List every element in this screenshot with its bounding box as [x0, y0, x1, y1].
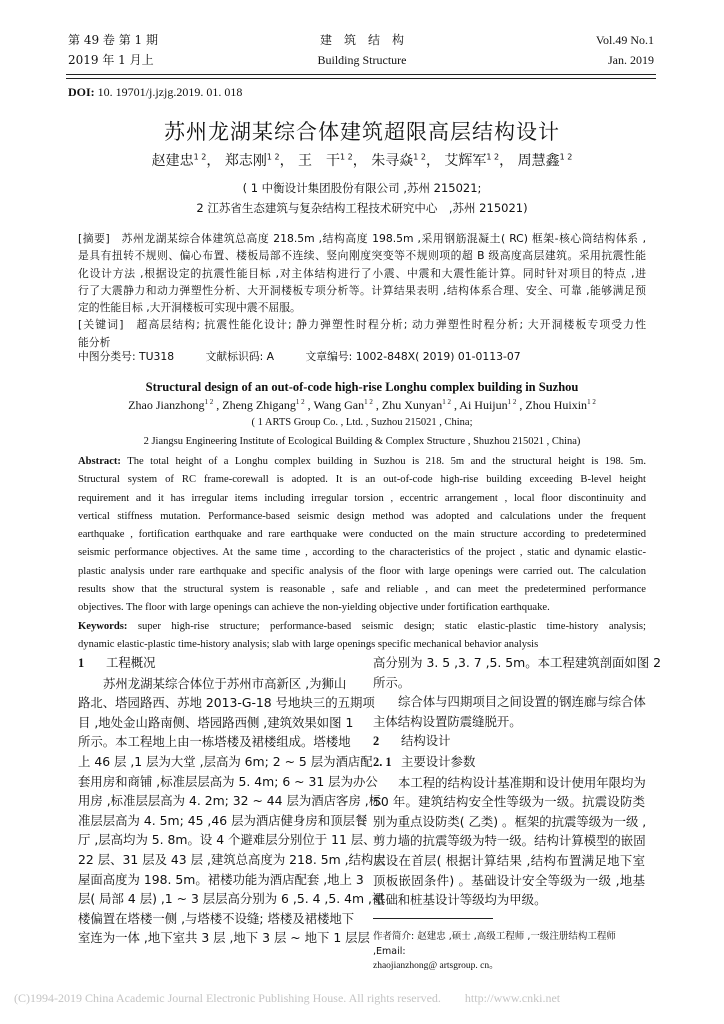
text-line: 所示。 [373, 674, 411, 690]
section-title: 工程概况 [106, 655, 156, 670]
affiliation-en-2: 2 Jiangsu Engineering Institute of Ecological Building & Complex Structure , Shuzhou 215021 , China) [143, 436, 581, 447]
author-footnote [373, 929, 645, 974]
line-text: Structural system of RC frame-corewall is adopted. It is an out-of-code high-rise building exceeding B-level height [78, 474, 646, 486]
authors-cn [0, 150, 724, 170]
separator: ， [499, 153, 518, 169]
section-1-paragraph [78, 674, 386, 948]
separator: , [304, 398, 314, 412]
separator: , [372, 398, 382, 412]
text-line: 50 年。建筑结构安全性等级为一级。抗震设防类 [373, 794, 645, 810]
text-line: 顶板嵌固条件) 。基础设计安全等级为一级 ,地基 [373, 872, 645, 888]
text-line: 本工程的结构设计基准期和设计使用年限均为 [398, 774, 646, 790]
line-text: seismic performance objectives. At the same time , according to the characteristics of the project , static and dynamic elastic- [78, 547, 646, 559]
text-line: 准层层高为 4. 5m; 45 ,46 层为酒店健身房和顶层餐 [78, 812, 368, 828]
text-line: 是具有扭转不规则、偏心布置、楼板局部不连续、竖向刚度突变等不规则项的超 B 级高度高层建筑。采用抗震性能 [78, 249, 646, 263]
author-name: 王 干 [298, 153, 341, 169]
section-1-heading [78, 653, 345, 674]
text-line: 上 46 层 ,1 层为大堂 ,层高为 6m; 2 ~ 5 层为酒店配 [78, 753, 373, 769]
text-line: 层设在首层( 根据计算结果 ,结构布置满足地下室 [373, 852, 645, 868]
section-title: 结构设计 [401, 733, 451, 749]
separator: , [450, 398, 460, 412]
separator: ， [279, 153, 299, 169]
text-line: 用房 ,标准层层高为 4. 2m; 32 ~ 44 层为酒店客房 ,标 [78, 793, 382, 809]
affiliation-marker: 1 2 [295, 398, 305, 406]
author-name: 朱寻焱 [371, 153, 414, 169]
affiliation-marker: 1 2 [266, 152, 280, 162]
authors-en [0, 398, 724, 413]
footnote-rule [373, 918, 493, 919]
journal-volume: Vol.49 No.1 [595, 33, 654, 47]
text-line [78, 563, 646, 581]
line-text: super high-rise structure; performance-based seismic design; static elastic-plastic time-history analysis; [127, 620, 646, 632]
separator: , [516, 398, 526, 412]
left-column [78, 653, 386, 948]
text-line: 能分析 [78, 335, 111, 349]
text-line: 别为重点设防类( 乙类) 。框架的抗震等级为一级 , [373, 813, 647, 829]
clc-number: 中图分类号: TU318 [78, 350, 175, 363]
line-text: objectives. The floor with large openings can achieve the non-yielding objective under fortification earthquake. [78, 602, 550, 614]
text-line [78, 636, 646, 654]
author-name: Zheng Zhigang [222, 398, 296, 412]
separator: ， [206, 153, 225, 169]
separator: , [213, 398, 223, 412]
right-column [373, 653, 661, 910]
affiliation-cn-1: ( 1 中衡设计集团股份有限公司 ,苏州 215021; [242, 181, 482, 195]
doi-label: DOI: [68, 85, 95, 99]
text-line: 室连为一体 ,地下室共 3 层 ,地下 3 层 ~ 地下 1 层层 [78, 930, 370, 946]
line-text: results show that the structural system is reasonable , safe and reliable , and can meet the predetermined performance [78, 584, 646, 596]
text-line [78, 544, 646, 562]
author-name: Zhao Jianzhong [128, 398, 205, 412]
affiliation-marker: 1 2 [413, 152, 426, 162]
text-line [78, 453, 646, 471]
text-line: 路北、塔园路西、苏地 2013-G-18 号地块三的五期项 [78, 695, 375, 711]
text-line: 行了大震静力和动力弹塑性分析、大开洞楼板专项分析等。计算结果表明 ,结构体系合理、安全、可靠 ,能够满足预 [78, 283, 646, 297]
text-line: 层( 局部 4 层) ,1 ~ 3 层层高分别为 6 ,5. 4 ,5. 4m ,裙 [78, 891, 385, 907]
separator: ， [425, 153, 445, 169]
author-name: 郑志刚 [224, 153, 267, 169]
journal-name-cn: 建 筑 结 构 [319, 33, 404, 47]
paragraph-corridor [373, 692, 645, 731]
author-name: 艾辉军 [444, 153, 487, 169]
author-name: Zhu Xunyan [381, 398, 443, 412]
journal-name-en: Building Structure [317, 53, 407, 67]
text-line: 定的性能目标 ,大开洞楼板可实现中震不屈服。 [78, 301, 301, 315]
section-2-heading [373, 731, 645, 752]
line-text: requirement and it has irregular items including irregular torsion , eccentric arrangement , local floor discontinuity and [78, 492, 646, 504]
text-line [78, 618, 646, 636]
text-line: 化设计方法 ,根据设定的抗震性能目标 ,对主体结构进行了小震、中震和大震性能计算。同时针对项目的特点 ,进 [78, 266, 646, 280]
text-line: 苏州龙湖某综合体位于苏州市高新区 ,为狮山 [103, 675, 347, 691]
affiliation-en-1: ( 1 ARTS Group Co. , Ltd. , Suzhou 215021 , China; [251, 417, 473, 428]
line-text: earthquake , fortification earthquake and rare earthquake were conducted on the main structure according to predetermined [78, 529, 646, 541]
section-2-1-heading [373, 752, 645, 773]
section-title: 主要设计参数 [401, 753, 476, 769]
text-line: [摘要] 苏州龙湖某综合体建筑总高度 218.5m ,结构高度 198.5m ,采用钢筋混凝土( RC) 框架-核心筒结构体系 , [78, 232, 646, 245]
line-text: plastic analysis under rare earthquake and specific analysis of the floor with large openings were carried out. The calculation [78, 565, 646, 577]
text-line: 综合体与四期项目之间设置的钢连廊与综合体 [398, 694, 646, 710]
label: Abstract: [78, 456, 121, 467]
journal-date-en: Jan. 2019 [608, 53, 654, 67]
text-line: 剪力墙的抗震等级为特一级。结构计算模型的嵌固 [373, 833, 646, 849]
text-line: 基础和桩基设计等级均为甲级。 [373, 892, 547, 908]
text-line: 所示。本工程地上由一栋塔楼及裙楼组成。塔楼地 [78, 734, 351, 750]
text-line: 屋面高度为 198. 5m。裙楼功能为酒店配套 ,地上 3 [78, 871, 364, 887]
header-rule [66, 74, 656, 75]
paper-title-cn: 苏州龙湖某综合体建筑超限高层结构设计 [164, 120, 560, 144]
affiliation-marker: 1 2 [204, 398, 214, 406]
label: Keywords: [78, 620, 128, 632]
affiliation-cn-2: 2 江苏省生态建筑与复杂结构工程技术研究中心 ,苏州 215021) [196, 201, 528, 215]
section-number: 1 [78, 656, 85, 670]
line-text: vertical stiffness mutation. Performance-based seismic design method was adopted and calculations under the frequent [78, 510, 646, 522]
document-code: 文献标识码: A [205, 350, 275, 363]
section-number: 2. 1 [373, 754, 392, 769]
affiliation-marker: 1 2 [340, 152, 353, 162]
doi [68, 85, 242, 100]
paper-title-en: Structural design of an out-of-code high-rise Longhu complex building in Suzhou [145, 380, 579, 394]
text-line [78, 599, 646, 617]
text-line: 22 层、31 层及 43 层 ,建筑总高度为 218. 5m ,结构大 [78, 851, 386, 867]
text-line: 套用房和商铺 ,标准层层高为 5. 4m; 6 ~ 31 层为办公 [78, 773, 378, 789]
article-number: 文章编号: 1002-848X( 2019) 01-0113-07 [305, 350, 521, 363]
text-line: 主体结构设置防震缝脱开。 [373, 713, 522, 729]
copyright-notice: (C)1994-2019 China Academic Journal Electronic Publishing House. All rights reserved. http://www.cnki.net [14, 991, 561, 1005]
section-number: 2 [373, 734, 380, 749]
author-name: 赵建忠 [151, 153, 194, 169]
header-rule-thin [66, 78, 656, 79]
journal-issue: 第 49 卷 第 1 期 [68, 33, 158, 47]
affiliation-marker: 1 2 [507, 398, 517, 406]
affiliation-marker: 1 2 [193, 152, 207, 162]
affiliation-marker: 1 2 [559, 152, 573, 162]
classification [78, 349, 549, 364]
author-bio: 作者简介: 赵建忠 ,硕士 ,高级工程师 ,一级注册结构工程师 ,Email: [373, 931, 616, 957]
doi-value: 10. 19701/j.jzjg.2019. 01. 018 [94, 85, 243, 99]
journal-date: 2019 年 1 月上 [68, 53, 154, 67]
text-line [78, 508, 646, 526]
separator: ， [352, 153, 372, 169]
affiliation-marker: 1 2 [587, 398, 596, 406]
paragraph-continued [373, 653, 661, 692]
affiliation-marker: 1 2 [442, 398, 451, 406]
line-text: dynamic elastic-plastic time-history analysis; slab with large openings specific mechanical behavior analysis [78, 638, 539, 650]
author-name: Ai Huijun [459, 398, 508, 412]
text-line: 高分别为 3. 5 ,3. 7 ,5. 5m。本工程建筑剖面如图 2 [373, 655, 661, 670]
text-line [78, 490, 646, 508]
text-line: 楼偏置在塔楼一侧 ,与塔楼不设缝; 塔楼及裙楼地下 [78, 910, 355, 926]
abstract-cn [78, 230, 646, 351]
author-name: Zhou Huixin [525, 398, 588, 412]
author-email: zhaojianzhong@ artsgroup. cn。 [373, 961, 499, 971]
text-line [78, 471, 646, 489]
affiliation-marker: 1 2 [486, 152, 500, 162]
design-parameters-paragraph [373, 773, 645, 910]
author-name: Wang Gan [313, 398, 365, 412]
author-name: 周慧鑫 [517, 153, 560, 169]
text-line [78, 581, 646, 599]
text-line: 厅 ,层高均为 5. 8m。设 4 个避难层分别位于 11 层、 [78, 832, 376, 848]
affiliation-marker: 1 2 [364, 398, 373, 406]
text-line: 目 ,地处金山路南侧、塔园路西侧 ,建筑效果如图 1 [78, 714, 354, 730]
text-line [78, 526, 646, 544]
abstract-en [78, 453, 646, 654]
text-line: [关键词] 超高层结构; 抗震性能化设计; 静力弹塑性时程分析; 动力弹塑性时程分析; 大开洞楼板专项受力性 [78, 318, 646, 332]
line-text: The total height of a Longhu complex building in Suzhou is 218. 5m and the structural height is 198. 5m. [120, 456, 646, 467]
